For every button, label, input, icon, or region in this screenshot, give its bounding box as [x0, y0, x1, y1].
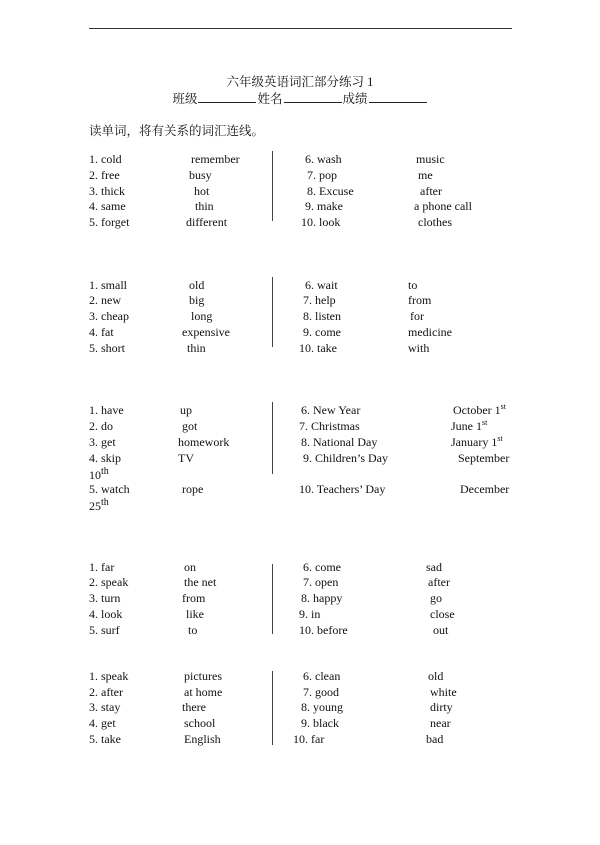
class-label: 班级	[172, 92, 198, 106]
right-word: 10. look	[301, 215, 341, 229]
right-word: 10. before	[299, 623, 348, 637]
left-match: TV	[178, 451, 194, 465]
section-divider	[272, 564, 273, 634]
left-word: 4. look	[89, 607, 123, 621]
right-word: 8. listen	[303, 309, 341, 323]
section-divider	[272, 151, 273, 221]
left-word: 5. take	[89, 732, 121, 746]
left-match: rope	[182, 482, 204, 496]
left-word: 2. after	[89, 685, 123, 699]
section-divider	[272, 402, 273, 474]
right-word: 6. New Year	[301, 403, 361, 417]
right-match: with	[408, 341, 430, 355]
left-word: 1. have	[89, 403, 124, 417]
right-match: to	[408, 278, 418, 292]
right-match: medicine	[408, 325, 452, 339]
right-word: 7. help	[303, 293, 336, 307]
left-match: thin	[195, 199, 214, 213]
left-match: different	[186, 215, 228, 229]
ordinal-suffix: st	[497, 434, 503, 443]
right-word: 7. open	[303, 575, 339, 589]
student-info-line	[0, 89, 600, 107]
left-word: 4. get	[89, 716, 116, 730]
right-match	[453, 403, 506, 417]
left-word: 1. small	[89, 278, 127, 292]
right-word: 6. clean	[303, 669, 341, 683]
right-match: after	[428, 575, 450, 589]
right-word: 7. good	[303, 685, 339, 699]
right-word: 8. young	[301, 700, 343, 714]
wrapped-date-suffix	[89, 496, 109, 513]
left-match: homework	[178, 435, 230, 449]
section-divider	[272, 671, 273, 745]
right-word: 10. Teachers’ Day	[299, 482, 386, 496]
left-word: 5. short	[89, 341, 125, 355]
date-text: October 1	[453, 403, 501, 417]
right-match	[451, 419, 487, 433]
left-word: 1. far	[89, 560, 115, 574]
right-match: from	[408, 293, 432, 307]
right-match	[451, 435, 503, 449]
right-word: 7. Christmas	[299, 419, 360, 433]
score-label: 成绩	[342, 92, 368, 106]
right-match: close	[430, 607, 455, 621]
left-match: hot	[194, 184, 210, 198]
left-match: like	[186, 607, 204, 621]
right-word: 8. Excuse	[307, 184, 354, 198]
left-match: English	[184, 732, 221, 746]
left-match: old	[189, 278, 205, 292]
right-match: near	[430, 716, 451, 730]
left-match: expensive	[182, 325, 230, 339]
left-match: the net	[184, 575, 217, 589]
left-match: busy	[189, 168, 212, 182]
right-word: 9. black	[301, 716, 339, 730]
date-text: January 1	[451, 435, 498, 449]
left-match: at home	[184, 685, 223, 699]
right-word: 6. come	[303, 560, 341, 574]
right-word: 6. wash	[305, 152, 342, 166]
top-rule	[89, 28, 512, 29]
right-match: dirty	[430, 700, 453, 714]
date-text: June 1	[451, 419, 482, 433]
ordinal-suffix: st	[482, 418, 488, 427]
left-match: remember	[191, 152, 240, 166]
right-match: sad	[426, 560, 442, 574]
left-match: up	[180, 403, 192, 417]
left-word: 3. cheap	[89, 309, 129, 323]
right-match: September	[458, 451, 510, 465]
right-match: December	[460, 482, 510, 496]
left-word: 4. fat	[89, 325, 114, 339]
right-word: 9. Children’s Day	[303, 451, 388, 465]
left-word: 4. same	[89, 199, 126, 213]
right-match: a phone call	[414, 199, 472, 213]
right-word: 10. far	[293, 732, 325, 746]
left-word: 4. skip	[89, 451, 122, 465]
date-number: 10	[89, 468, 101, 482]
right-match: clothes	[418, 215, 452, 229]
right-word: 6. wait	[305, 278, 338, 292]
right-match: white	[430, 685, 457, 699]
left-word: 3. stay	[89, 700, 121, 714]
right-word: 8. National Day	[301, 435, 378, 449]
score-blank[interactable]	[369, 90, 427, 103]
right-match: after	[420, 184, 442, 198]
instruction: 读单词，将有关系的词汇连线。	[89, 124, 265, 138]
left-word: 2. new	[89, 293, 121, 307]
ordinal-suffix: th	[101, 497, 109, 508]
left-word: 2. do	[89, 419, 113, 433]
page-title: 六年级英语词汇部分练习 1	[226, 75, 374, 89]
right-word: 9. come	[303, 325, 341, 339]
left-word: 1. speak	[89, 669, 129, 683]
right-word: 7. pop	[307, 168, 337, 182]
class-blank[interactable]	[198, 90, 256, 103]
left-match: school	[184, 716, 216, 730]
right-word: 9. make	[305, 199, 343, 213]
ordinal-suffix: st	[500, 402, 506, 411]
left-word: 5. forget	[89, 215, 130, 229]
left-match: big	[189, 293, 205, 307]
right-match: bad	[426, 732, 444, 746]
left-word: 2. speak	[89, 575, 129, 589]
right-word: 8. happy	[301, 591, 343, 605]
left-match: thin	[187, 341, 206, 355]
left-match: to	[188, 623, 198, 637]
right-match: out	[433, 623, 449, 637]
left-match: from	[182, 591, 206, 605]
left-match: long	[191, 309, 213, 323]
left-word: 3. get	[89, 435, 116, 449]
right-match: for	[410, 309, 424, 323]
left-match: got	[182, 419, 198, 433]
left-word: 3. thick	[89, 184, 125, 198]
ordinal-suffix: th	[101, 466, 109, 477]
right-match: old	[428, 669, 444, 683]
left-word: 5. watch	[89, 482, 130, 496]
wrapped-date-suffix	[89, 465, 109, 482]
left-word: 1. cold	[89, 152, 122, 166]
right-word: 9. in	[299, 607, 321, 621]
left-word: 2. free	[89, 168, 120, 182]
left-word: 3. turn	[89, 591, 121, 605]
name-label: 姓名	[257, 92, 283, 106]
left-match: pictures	[184, 669, 222, 683]
right-match: me	[418, 168, 433, 182]
left-match: on	[184, 560, 196, 574]
section-divider	[272, 277, 273, 347]
date-number: 25	[89, 499, 101, 513]
name-blank[interactable]	[284, 90, 342, 103]
right-word: 10. take	[299, 341, 337, 355]
left-word: 5. surf	[89, 623, 120, 637]
right-match: music	[416, 152, 445, 166]
left-match: there	[182, 700, 206, 714]
right-match: go	[430, 591, 442, 605]
